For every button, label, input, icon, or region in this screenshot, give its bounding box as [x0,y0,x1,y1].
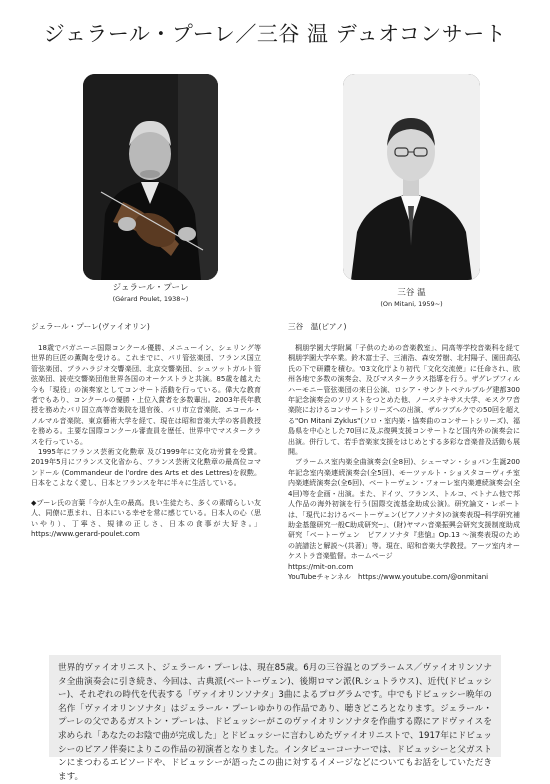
pianist-photo [343,74,480,280]
mitani-youtube-line [288,572,520,582]
mitani-homepage-link[interactable]: https://mit-on.com [288,562,354,571]
poulet-heading: ジェラール・プーレ(ヴァイオリン) [31,322,150,331]
violinist-caption-sub: (Gérard Poulet, 1938~) [112,295,189,303]
program-summary-text: 世界的ヴァイオリニスト、ジェラール・プーレは、現在85歳。6月の三谷温とのブラームス／ヴァイオリンソナタ全曲演奏会に引き続き、今回は、古典派(ベートーヴェン)、後期ロマン派(R.シュトラウス)、近代(ドビュッシー)、それぞれの時代を代表する「ヴァイオリンソナタ」3曲によるプログラムです。中でもドビュッシー晩年の名作「ヴァイオリンソナタ」はジェラール・プーレゆかりの作品であり、聴きどころとなります。ジェラール・プーレの父であるガストン・プーレは、ドビュッシーがこのヴァイオリンソナタを作曲する際にアドヴァイスを求められ「あなたのお陰で曲が完成した」とドビュッシーに言わしめたヴァイオリニストで、1917年にドビュッシーのピアノ伴奏によりこの作品の初演者となりました。インタビューコーナーでは、ドビュッシーと父ガストンにまつわるエピソードや、ドビュッシーが語ったこの曲に対するイメージなどについてもお話をしていただきます。 [58,663,492,782]
mitani-youtube-link[interactable]: https://www.youtube.com/@onmitani [358,572,489,581]
poulet-quote: ◆プーレ氏の言葉「今が人生の最高。良い生徒たち、多くの素晴らしい友人、同僚に恵まれ、日本にいる幸せを常に感じている。日本人の心（思いやり）、丁寧さ、規律の正しさ、日本の食事が大好き。」https://www.gerard-poulet.com [31,498,261,538]
violinist-caption-name: ジェラール・プーレ [112,283,189,293]
violinist-photo [83,74,218,280]
pianist-caption [343,288,480,310]
mitani-biography [288,343,520,582]
poulet-bio-para1: 18歳でパガニーニ国際コンクール優勝、メニューイン、シェリング等世界的巨匠の薫陶を受ける。これまでに、パリ管弦楽団、フランス国立管弦楽団、プラハラジオ交響楽団、北京交響楽団、シュツットガルト管弦楽団、読売交響楽団他世界各国のオーケストラと共演。85歳を越えた今も「現役」の演奏家としてコンサート活動を行っている。偉大な教育者でもあり、コンクールの優勝・上位入賞者を多数輩出。2003年長年教授を務めたパリ国立高等音楽院を退官後、パリ市立音楽院、エコール・ノルマル音楽院、東京藝術大学を経て、現在は昭和音楽大学の客員教授を務める。主要な国際コンクール審査員を歴任、世界中でマスタークラスを行っている。 [31,344,261,446]
poulet-bio-para2: 1995年にフランス芸術文化勲章 及び1999年に文化功労賞を受賞。2019年5月にフランス文化省から、フランス芸術文化勲章の最高位コマンドール (Commandeur de l'ordre des Arts et des Lettres)を叙勲。日本をこよなく愛し、日本とフランスを年に半々に生活している。 [31,448,261,488]
pianist-caption-sub: (On Mitani, 1959~) [380,300,443,308]
page-title: ジェラール・プーレ／三谷 温 デュオコンサート [43,22,507,46]
program-summary-box [49,655,501,782]
poulet-biography [31,343,261,539]
mitani-youtube-label: YouTubeチャンネル [288,572,352,581]
mitani-heading: 三谷 温(ピアノ) [288,322,347,331]
pianist-caption-name: 三谷 温 [397,288,426,298]
mitani-bio-para1: 桐朋学園大学附属「子供のための音楽教室」、同高等学校音楽科を経て桐朋学園大学卒業。鈴木富士子、三浦浩、森安芳樹、北村陽子、園田高弘氏の下で研鑽を積む。'03文化庁より初代「文化交流使」に任命され、欧州各地で多数の演奏会、及びマスタークラス指導を行う。ザグレブフィルハーモニー管弦楽団の来日公演、ロシア・サンクトペテルブルグ建都300年記念演奏会のソリストをつとめた他、ノーステキサス大学、モスクワ音楽院におけるコンサートシリーズへの出演、ザルツブルクでの50回を超える"On Mitani Zyklus"(ソロ・室内楽・協奏曲のコンサートシリーズ)、福島県を中心とした70回に及ぶ復興支援コンサートなど国内外の演奏会に出演。併行して、若手音楽家支援をはじめとする多彩な音楽普及活動も展開。 [288,344,520,457]
mitani-bio-para2: ブラームス室内楽全曲演奏会(全8回)、シューマン・ショパン生誕200年記念室内楽連続演奏会(全5回)、モーツァルト・ショスタコーヴィチ室内楽連続演奏会(全6回)、ベートーヴェン・フォーレ室内楽連続演奏会(全4回)等を企画・出演。また、ドイツ、フランス、トルコ、ベトナム他で邦人作品の海外初演を行う(国際交流基金助成公演)。研究論文・レポートは、「現代におけるベートーヴェン(ピアノソナタ)の演奏表現─科学研究補助金基盤研究一般C助成研究─」、(財)ヤマハ音楽振興会研究支援制度助成研究「ベートーヴェン ピアノソナタ『悲愴』Op.13 ～演奏表現のための読譜法と解説～(共著)」等。現在、昭和音楽大学教授。アーツ室内オーケストラ音楽監督。ホームページ [288,458,520,561]
violinist-caption [83,283,218,305]
